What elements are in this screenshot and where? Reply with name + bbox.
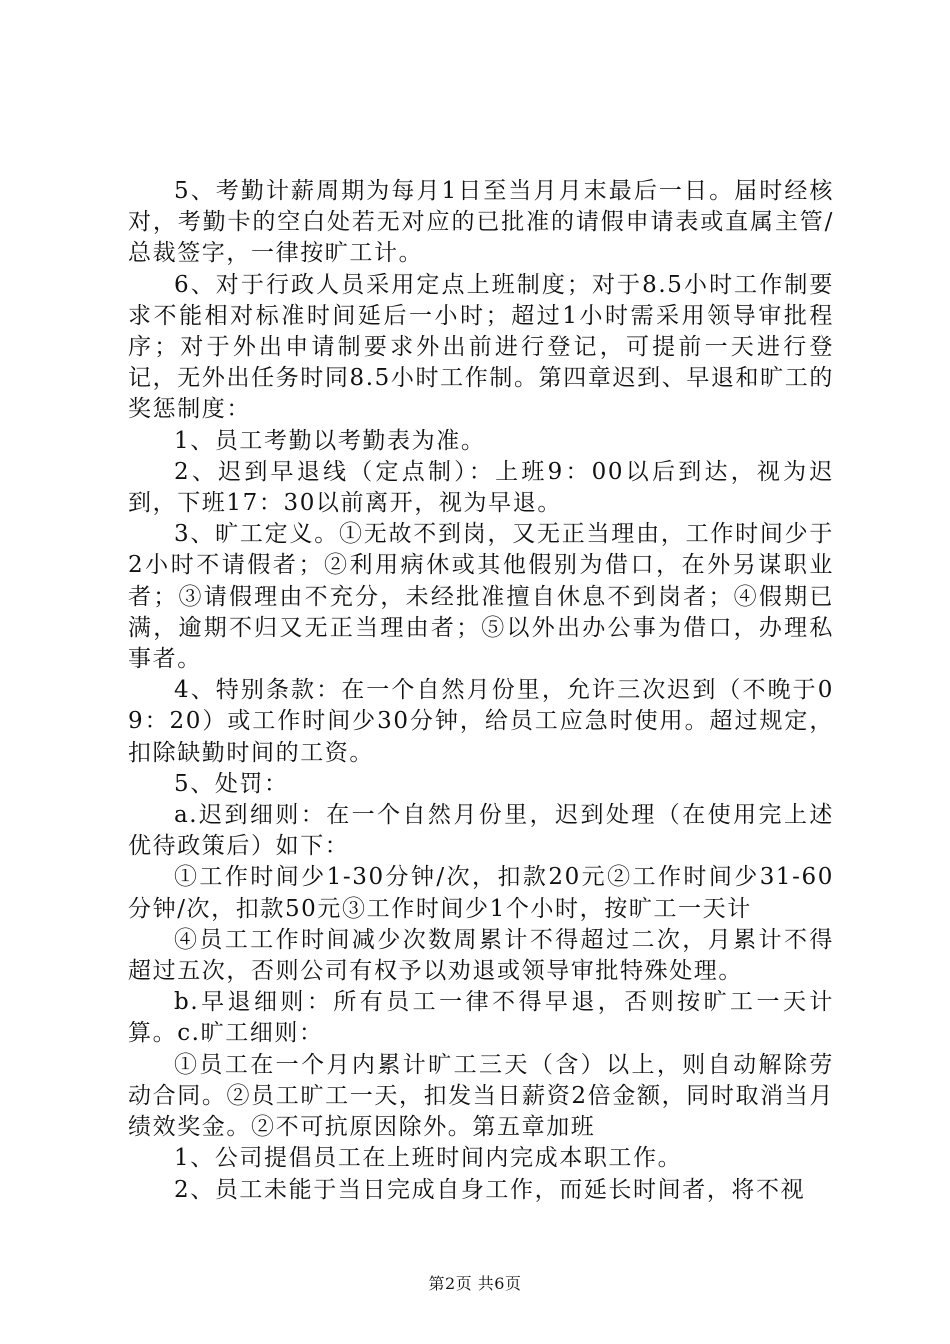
paragraph: ①工作时间少1-30分钟/次，扣款20元②工作时间少31-60分钟/次，扣款50元③工作时间少1个小时，按旷工一天计	[128, 864, 834, 922]
page-number-footer: 第2页 共6页	[428, 1274, 522, 1293]
paragraph: 5、处罚：	[174, 770, 289, 797]
paragraph: ④员工工作时间减少次数周累计不得超过二次，月累计不得超过五次，否则公司有权予以劝退或领导审批特殊处理。	[128, 926, 834, 985]
paragraph: ①员工在一个月内累计旷工三天（含）以上，则自动解除劳动合同。②员工旷工一天，扣发当日薪资2倍金额，同时取消当月绩效奖金。②不可抗原因除外。第五章加班	[128, 1051, 834, 1141]
paragraph: 1、公司提倡员工在上班时间内完成本职工作。	[174, 1145, 683, 1172]
paragraph: 4、特别条款：在一个自然月份里，允许三次迟到（不晚于09：20）或工作时间少30分钟，给员工应急时使用。超过规定，扣除缺勤时间的工资。	[128, 677, 834, 766]
paragraph: 6、对于行政人员采用定点上班制度；对于8.5小时工作制要求不能相对标准时间延后一小时；超过1小时需采用领导审批程序；对于外出申请制要求外出前进行登记，可提前一天进行登记，无外出任务时同8.5小时工作制。第四章迟到、早退和旷工的奖惩制度：	[128, 271, 834, 423]
paragraph: 5、考勤计薪周期为每月1日至当月月末最后一日。届时经核对，考勤卡的空白处若无对应的已批准的请假申请表或直属主管/总裁签字，一律按旷工计。	[128, 178, 834, 267]
paragraph: 1、员工考勤以考勤表为准。	[174, 427, 486, 454]
paragraph: a.迟到细则：在一个自然月份里，迟到处理（在使用完上述优待政策后）如下：	[128, 802, 834, 860]
paragraph: 2、员工未能于当日完成自身工作，而延长时间者，将不视	[174, 1176, 806, 1203]
document-body	[128, 176, 834, 1206]
paragraph: 2、迟到早退线（定点制）：上班9：00以后到达，视为迟到，下班17：30以前离开，视为早退。	[128, 458, 834, 517]
paragraph: b.早退细则：所有员工一律不得早退，否则按旷工一天计算。c.旷工细则：	[128, 989, 834, 1047]
paragraph: 3、旷工定义。①无故不到岗，又无正当理由，工作时间少于2小时不请假者；②利用病休或其他假别为借口，在外另谋职业者；③请假理由不充分，未经批准擅自休息不到岗者；④假期已满，逾期不归又无正当理由者；⑤以外出办公事为借口，办理私事者。	[128, 521, 834, 673]
